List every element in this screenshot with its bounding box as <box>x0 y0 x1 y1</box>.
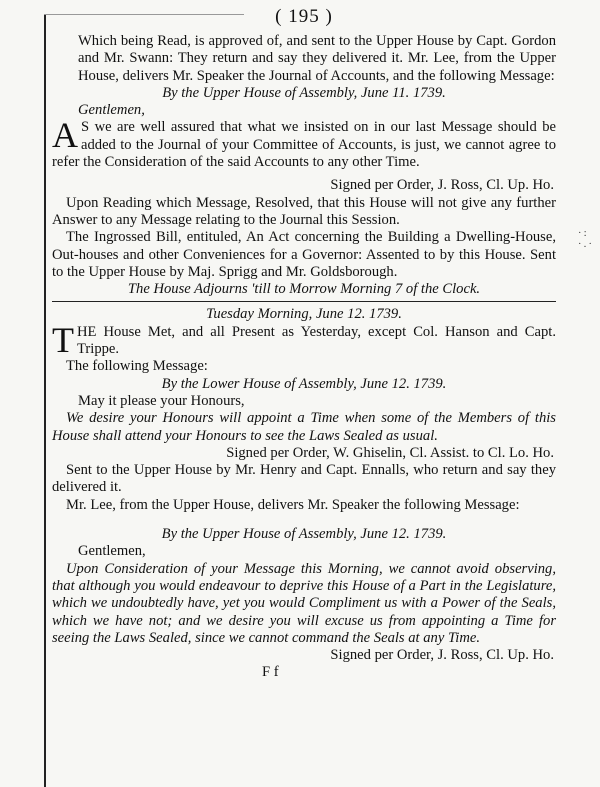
message-salutation: Gentlemen, <box>78 102 145 119</box>
signature-ghiselin: Signed per Order, W. Ghiselin, Cl. Assist. to Cl. Lo. Ho. <box>226 444 554 461</box>
paragraph-reading: Which being Read, is approved of, and sent to the Upper House by Capt. Gordon and Mr. Swann: They return and say they delivered it. Mr. Lee, from the Upper House, delivers Mr. Speaker the Journal of Accounts, and the following Message: <box>78 33 556 84</box>
message-heading-upper-june-12: By the Upper House of Assembly, June 12. 1739. <box>161 526 447 543</box>
paragraph-house-met <box>52 319 556 360</box>
drop-cap: T <box>52 319 74 360</box>
page-text-block <box>52 4 556 682</box>
signature-ross-2: Signed per Order, J. Ross, Cl. Up. Ho. <box>330 647 554 664</box>
message-salutation-gentlemen: Gentlemen, <box>78 543 146 560</box>
message-salutation-honours: May it please your Honours, <box>78 392 245 409</box>
message-body-upper-june-12: Upon Consideration of your Message this Morning, we cannot avoid observing, that although you would endeavour to deprive this House of a Part in the Legislature, which we undoubtedly have, yet you would Compliment us with a Power of the Seals, which we have not; and we desire you will excuse us from appointing a Time for seeing the Laws Sealed, since we cannot command the Seals at any Time. <box>52 560 556 646</box>
message-body-upper-june-11 <box>52 115 556 171</box>
drop-cap: A <box>52 115 78 156</box>
session-date: Tuesday Morning, June 12. 1739. <box>206 306 402 323</box>
paragraph-ingrossed-bill: The Ingrossed Bill, entituled, An Act concerning the Building a Dwelling-House, Out-houses and other Conveniences for a Governor: Assented to by this House. Sent to the Upper House by Maj. Sprigg and Mr. Goldsborough. <box>52 229 556 280</box>
message-heading-lower-june-12: By the Lower House of Assembly, June 12. 1739. <box>161 375 447 392</box>
catchword-line <box>52 664 556 682</box>
message-heading-upper-june-11: By the Upper House of Assembly, June 11. 1739. <box>162 84 446 101</box>
page-number: ( 195 ) <box>275 6 333 27</box>
message-body-text: S we are well assured that what we insisted on in our last Message should be added to the Journal of your Committee of Accounts, is just, we cannot agree to refer the Consideration of the said Accounts to any other Time. <box>52 119 556 171</box>
paragraph-lee-delivers: Mr. Lee, from the Upper House, delivers Mr. Speaker the following Message: <box>66 496 520 513</box>
message-body-lower-june-12: We desire your Honours will appoint a Time when some of the Members of this House shall attend your Honours to see the Laws Sealed as usual. <box>52 410 556 444</box>
adjournment-line: The House Adjourns 'till to Morrow Morning 7 of the Clock. <box>127 281 481 298</box>
section-divider <box>52 301 556 302</box>
paragraph-house-met-text: HE House Met, and all Present as Yesterday, except Col. Hanson and Capt. Trippe. <box>77 323 556 358</box>
page-edge-marks: ·: ·.· <box>577 227 594 250</box>
paragraph-sent-upper: Sent to the Upper House by Mr. Henry and Capt. Ennalls, who return and say they delivered it. <box>52 462 556 496</box>
paragraph-following-message: The following Message: <box>66 358 208 375</box>
page-border-left <box>44 14 46 787</box>
signature-ross: Signed per Order, J. Ross, Cl. Up. Ho. <box>330 177 554 194</box>
signature-mark: F f <box>262 664 279 681</box>
paragraph-resolved: Upon Reading which Message, Resolved, that this House will not give any further Answer to any Message relating to the Journal this Session. <box>52 194 556 228</box>
